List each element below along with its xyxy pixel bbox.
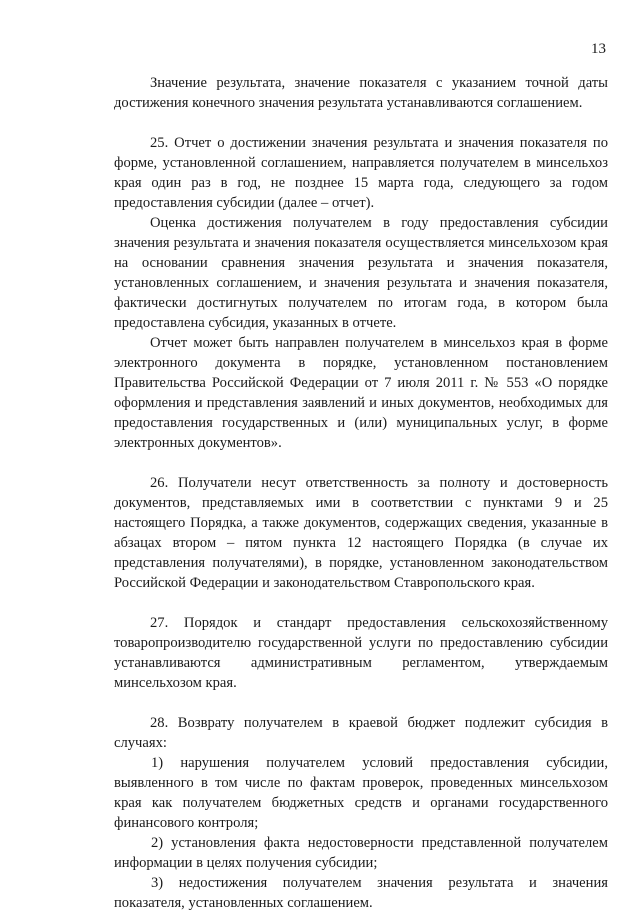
- list-item-2: 2) установления факта недостоверности представленной получателем информации в целях получения субсидии;: [114, 835, 608, 871]
- paragraph-item-27: 27. Порядок и стандарт предоставления сельскохозяйственному товаропроизводителю государственной услуги по предоставлению субсидии устанавливаются административным регламентом, утверждаемым минсельхозом края.: [114, 615, 608, 691]
- document-body: [114, 73, 608, 913]
- paragraph-assessment: Оценка достижения получателем в году предоставления субсидии значения результата и значения показателя осуществляется минсельхозом края на основании сравнения значения результата и значения показателя, установленных соглашением, и значения результата и значения показателя, фактически достигнутых получателем по итогам года, в котором была предоставлена субсидия, указанных в отчете.: [114, 215, 608, 331]
- list-item-1: 1) нарушения получателем условий предоставления субсидии, выявленного в том числе по фактам проверок, проведенных минсельхозом края как получателем бюджетных средств и органами государственного финансового контроля;: [114, 755, 608, 831]
- paragraph-item-28: 28. Возврату получателем в краевой бюджет подлежит субсидия в случаях:: [114, 715, 608, 751]
- list-item-3: 3) недостижения получателем значения результата и значения показателя, установленных соглашением.: [114, 875, 608, 911]
- paragraph-electronic-report: Отчет может быть направлен получателем в минсельхоз края в форме электронного документа в порядке, установленном постановлением Правительства Российской Федерации от 7 июля 2011 г. № 553 «О порядке оформления и представления заявлений и иных документов, необходимых для предоставления государственных и (или) муниципальных услуг, в форме электронных документов».: [114, 335, 608, 451]
- page-number: 13: [591, 41, 606, 57]
- paragraph-item-26: 26. Получатели несут ответственность за полноту и достоверность документов, представляемых ими в соответствии с пунктами 9 и 25 настоящего Порядка, а также документов, содержащих сведения, указанные в абзацах втором – пятом пункта 12 настоящего Порядка (в случае их представления получателями), в порядке, установленном законодательством Российской Федерации и законодательством Ставропольского края.: [114, 475, 608, 591]
- paragraph-item-25: 25. Отчет о достижении значения результата и значения показателя по форме, установленной соглашением, направляется получателем в минсельхоз края один раз в год, не позднее 15 марта года, следующего за годом предоставления субсидии (далее – отчет).: [114, 135, 608, 211]
- paragraph-result-values: Значение результата, значение показателя с указанием точной даты достижения конечного значения результата устанавливаются соглашением.: [114, 75, 608, 111]
